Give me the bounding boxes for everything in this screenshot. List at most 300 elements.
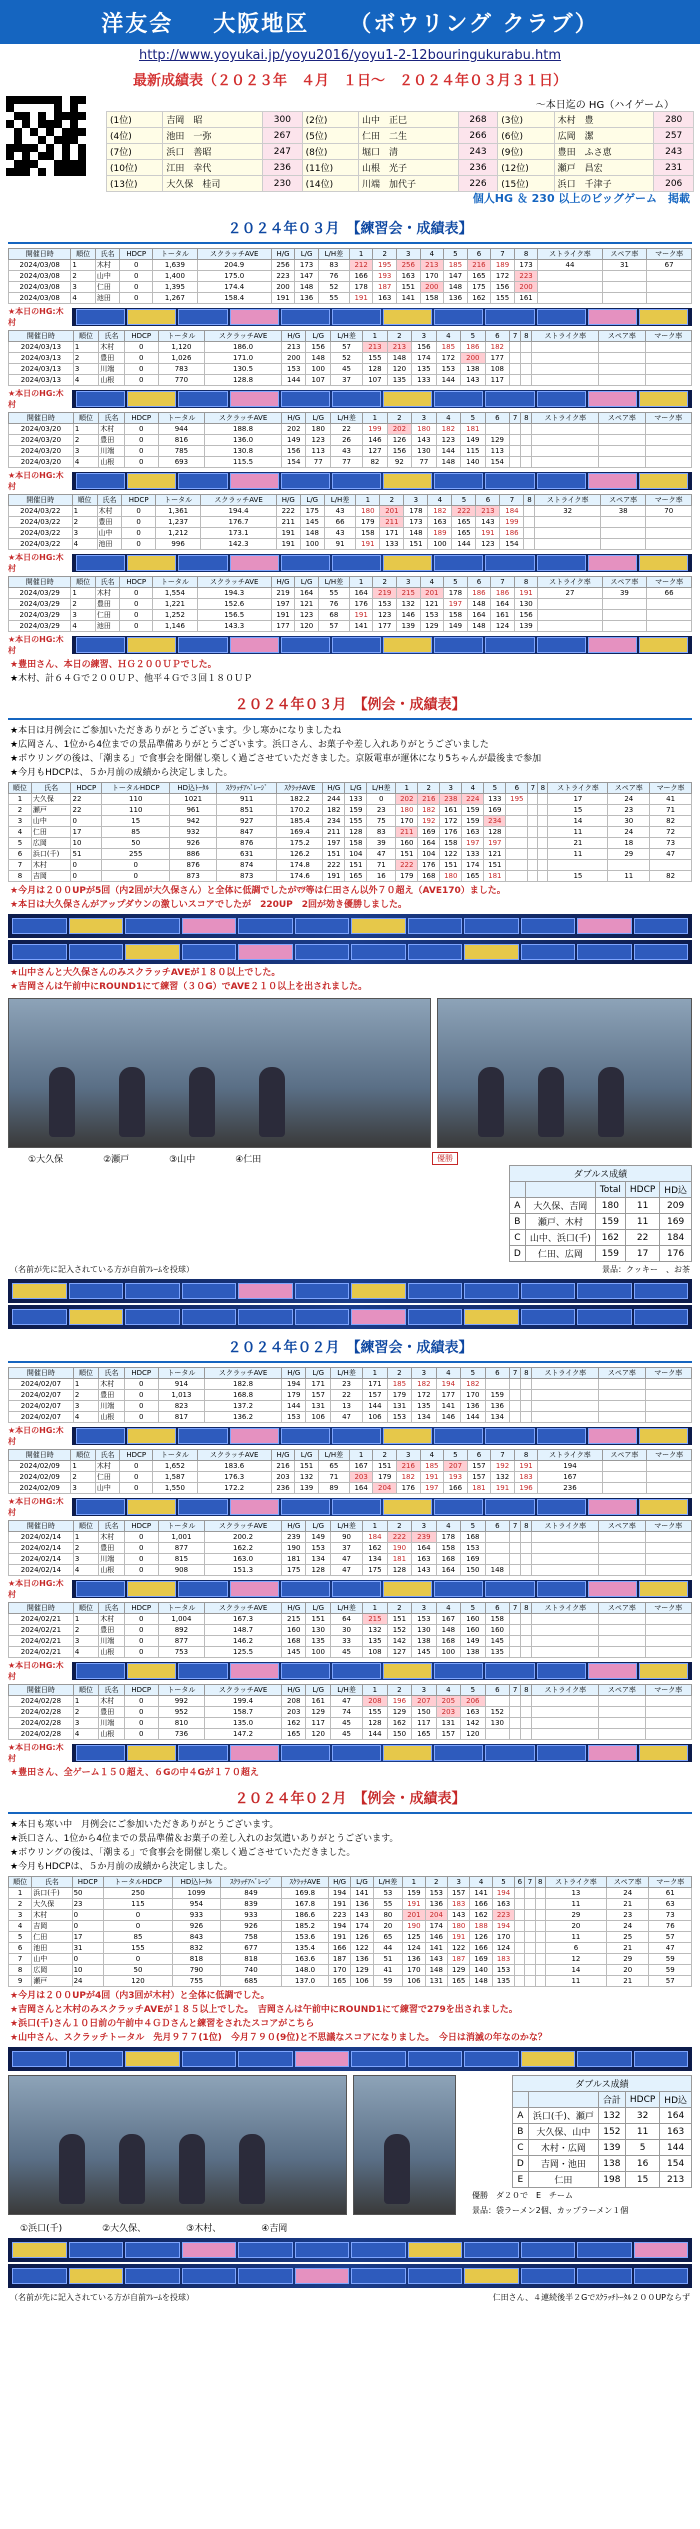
table-cell: 2	[73, 353, 98, 364]
table-cell: 185.4	[277, 816, 323, 827]
table-cell: 873	[170, 871, 217, 882]
table-cell: 22	[71, 805, 102, 816]
column-header: 順位	[9, 1877, 32, 1888]
table-cell: 202	[396, 794, 418, 805]
table-cell: 172	[412, 1390, 436, 1401]
table-cell: 0	[124, 424, 158, 435]
table-cell: 176	[396, 1483, 420, 1494]
table-cell: 173	[404, 517, 428, 528]
table-cell: 176	[418, 860, 440, 871]
table-row	[9, 1954, 692, 1965]
column-header: 5	[461, 413, 485, 424]
table-cell	[599, 364, 645, 375]
table-cell: 76	[649, 1921, 692, 1932]
table-cell	[532, 457, 599, 468]
table-cell: 137.2	[205, 1401, 282, 1412]
column-header: 1	[363, 413, 387, 424]
table-cell	[521, 1390, 532, 1401]
table-cell: D	[509, 1246, 525, 1262]
table-cell: 175	[300, 506, 324, 517]
ranking-row	[107, 144, 694, 160]
table-cell: 157	[436, 1729, 460, 1740]
table-cell: 0	[120, 293, 153, 304]
table-cell	[538, 827, 548, 838]
table-cell: 77	[306, 457, 330, 468]
table-cell: 191	[447, 1932, 469, 1943]
table-cell: 151	[484, 860, 506, 871]
score-table	[8, 248, 692, 304]
table-cell	[602, 1461, 647, 1472]
table-cell: 木村	[95, 260, 119, 271]
table-cell: 148	[470, 1976, 492, 1987]
table-cell: 0	[103, 1910, 172, 1921]
table-cell: 158.4	[197, 293, 271, 304]
table-cell: 木村	[31, 860, 71, 871]
table-cell: 170	[403, 1965, 425, 1976]
table-cell: 132	[295, 1472, 319, 1483]
table-cell: 164	[349, 588, 373, 599]
table-cell: 163	[492, 1899, 514, 1910]
table-cell: 162	[387, 1718, 411, 1729]
column-header	[509, 1182, 525, 1198]
ranking-score: 268	[458, 112, 498, 128]
table-cell: 0	[120, 1483, 153, 1494]
table-cell: 2024/02/14	[9, 1543, 74, 1554]
table-cell: 0	[103, 1954, 172, 1965]
column-header: L/H差	[330, 1368, 362, 1379]
table-cell	[645, 1412, 691, 1423]
table-row	[9, 424, 692, 435]
table-cell: 0	[124, 1401, 158, 1412]
table-cell: 203	[349, 1472, 373, 1483]
column-header: 8	[521, 1521, 532, 1532]
table-cell: 51	[71, 849, 102, 860]
table-cell	[528, 838, 538, 849]
table-cell: 128	[345, 827, 367, 838]
table-cell: 216	[418, 794, 440, 805]
table-cell: 169	[484, 805, 506, 816]
table-cell: 818	[173, 1954, 220, 1965]
table-cell: 952	[158, 1707, 204, 1718]
table-cell: 171	[380, 528, 404, 539]
table-cell: 168.8	[205, 1390, 282, 1401]
table-cell: 82	[650, 816, 692, 827]
mar-regular-table	[8, 782, 692, 882]
table-cell: 5	[625, 2140, 659, 2156]
column-header: HDCP	[122, 495, 155, 506]
column-header: 5	[444, 1450, 468, 1461]
column-header: L/H差	[330, 413, 362, 424]
table-cell: 137.0	[282, 1976, 329, 1987]
table-row	[9, 528, 692, 539]
table-cell: 146	[363, 435, 387, 446]
table-cell	[532, 364, 599, 375]
table-cell	[599, 457, 645, 468]
column-header: 合計	[598, 2092, 625, 2108]
table-cell: 0	[120, 260, 153, 271]
table-row	[9, 1932, 692, 1943]
table-cell: 22	[71, 794, 102, 805]
table-cell	[600, 517, 645, 528]
column-header: 7	[510, 1368, 521, 1379]
table-cell: 66	[647, 588, 692, 599]
table-cell: 豊田	[97, 517, 122, 528]
table-cell: 143	[412, 1565, 436, 1576]
table-cell: 877	[158, 1636, 204, 1647]
table-cell: 191	[328, 1932, 350, 1943]
hg-today-row	[8, 1742, 692, 1764]
table-cell: 954	[173, 1899, 220, 1910]
table-cell: 2024/02/28	[9, 1696, 74, 1707]
column-header: ストライク率	[532, 1685, 599, 1696]
table-cell	[645, 1718, 691, 1729]
column-header: スクラッチAVE	[197, 249, 271, 260]
table-row	[9, 282, 692, 293]
table-cell: 141	[425, 1943, 447, 1954]
table-cell: 91	[324, 539, 356, 550]
table-cell: 817	[158, 1412, 204, 1423]
column-header: 開催日時	[9, 1685, 74, 1696]
table-cell: 3	[9, 1910, 32, 1921]
table-row	[509, 1230, 691, 1246]
table-row	[9, 871, 692, 882]
table-cell	[599, 1543, 645, 1554]
table-cell: 154	[500, 539, 524, 550]
table-cell: 151	[404, 539, 428, 550]
table-cell: 27	[538, 588, 602, 599]
column-header: 5	[461, 331, 485, 342]
table-cell: 3	[9, 816, 32, 827]
table-cell: 22	[330, 1390, 362, 1401]
table-cell: 10	[71, 838, 102, 849]
table-cell: 吉岡・池田	[528, 2156, 598, 2172]
ranking-score: 243	[458, 144, 498, 160]
hg-today-row	[8, 306, 692, 328]
table-cell: 154	[660, 2156, 692, 2172]
table-cell	[510, 457, 521, 468]
table-cell: 832	[173, 1943, 220, 1954]
table-cell	[602, 599, 647, 610]
ranking-score: 243	[654, 144, 694, 160]
table-cell: 191	[271, 610, 295, 621]
table-cell: 24	[606, 1888, 648, 1899]
table-cell: 16	[367, 871, 396, 882]
table-cell	[599, 1625, 645, 1636]
table-cell	[538, 805, 548, 816]
note-line: ★ボウリングの後は、「潮まる」で食事会を開催し楽しく過ごさせていただきました。	[10, 1848, 356, 1858]
table-cell	[510, 1729, 521, 1740]
note-line: ★本日も寒い中 月例会にご参加いただきありがとうございます。	[10, 1820, 279, 1830]
table-cell: 71	[650, 805, 692, 816]
table-cell	[647, 599, 692, 610]
note-line: ★広岡さん、1位から4位までの景品準備ありがとうございます。浜口さん、お菓子や差し入れありがとうございました	[10, 740, 489, 750]
table-cell: 92	[387, 457, 411, 468]
feb-practice-area	[0, 1367, 700, 1764]
table-cell: 179	[396, 871, 418, 882]
table-cell	[510, 1718, 521, 1729]
table-cell	[524, 528, 535, 539]
table-cell	[548, 860, 608, 871]
column-header: 4	[436, 1685, 460, 1696]
column-header: H/G	[323, 783, 345, 794]
table-cell	[506, 860, 528, 871]
table-cell: 174	[351, 1921, 373, 1932]
column-header: HDCP	[124, 1603, 158, 1614]
column-header: スクラッチAVE	[205, 1603, 282, 1614]
column-header: ストライク率	[532, 331, 599, 342]
table-row	[9, 1943, 692, 1954]
table-cell: 39	[367, 838, 396, 849]
column-header: H/G	[271, 249, 295, 260]
table-cell: 847	[216, 827, 277, 838]
table-cell: 2024/02/07	[9, 1401, 74, 1412]
table-cell: 47	[330, 1565, 362, 1576]
table-cell: 1	[73, 1614, 98, 1625]
column-header: HDCP	[72, 1877, 103, 1888]
ranking-name: 瀬戸 昌宏	[554, 160, 654, 176]
table-cell	[538, 610, 602, 621]
table-row	[9, 827, 692, 838]
column-header: 8	[521, 1685, 532, 1696]
feb-practice-note: ★豊田さん、全ゲーム１５０超え、６Gの中４Gが１７０超え	[10, 1768, 259, 1778]
hg-today-label: ★本日のHG:木村	[8, 1497, 64, 1517]
table-cell: 43	[324, 528, 356, 539]
table-cell: 163.0	[205, 1554, 282, 1565]
table-cell	[538, 794, 548, 805]
column-header: H/G	[282, 1603, 306, 1614]
column-header: 4	[436, 1521, 460, 1532]
table-cell: 129	[420, 621, 444, 632]
table-cell: 80	[373, 1910, 402, 1921]
table-cell: 136	[351, 1954, 373, 1965]
table-cell: 140	[461, 457, 485, 468]
table-cell	[602, 1483, 647, 1494]
ranking-name: (7位)	[107, 144, 163, 160]
table-cell: 174.6	[277, 871, 323, 882]
table-cell: 151	[345, 860, 367, 871]
table-cell: 169.8	[282, 1888, 329, 1899]
table-cell: 186.0	[205, 342, 282, 353]
table-cell: 222	[387, 1532, 411, 1543]
mar-regular-notes	[0, 724, 700, 780]
table-cell	[645, 424, 691, 435]
table-cell: 200	[271, 282, 295, 293]
table-cell: 136	[461, 1401, 485, 1412]
column-header: 8	[524, 495, 535, 506]
table-cell: 158	[345, 838, 367, 849]
table-cell: 0	[124, 1707, 158, 1718]
column-header: マーク率	[647, 249, 692, 260]
table-cell: 123	[306, 435, 330, 446]
table-cell: 31	[72, 1943, 103, 1954]
table-cell: 142	[461, 1718, 485, 1729]
table-cell: 191	[349, 610, 373, 621]
table-cell: 14	[545, 1965, 606, 1976]
score-table	[8, 330, 692, 386]
column-header: 6	[485, 413, 509, 424]
column-header: ストライク率	[532, 413, 599, 424]
table-cell: 50	[103, 1965, 172, 1976]
column-header: H/G	[282, 1685, 306, 1696]
table-cell: 155	[491, 293, 515, 304]
column-header: スペア率	[599, 1521, 645, 1532]
column-header: トータル	[153, 249, 198, 260]
table-cell	[599, 1554, 645, 1565]
table-cell: 631	[216, 849, 277, 860]
table-cell: 山中	[95, 1483, 119, 1494]
table-cell: 2024/03/29	[9, 610, 71, 621]
table-cell: 45	[330, 364, 362, 375]
column-header: 7	[500, 495, 524, 506]
table-cell: 4	[73, 1565, 98, 1576]
table-cell	[510, 1412, 521, 1423]
table-cell: 129	[351, 1965, 373, 1976]
table-cell: 仁田	[95, 610, 119, 621]
score-table	[8, 412, 692, 468]
table-cell: 191	[328, 1899, 350, 1910]
table-cell: 1	[73, 342, 98, 353]
table-cell	[647, 271, 692, 282]
table-cell: 236	[271, 1483, 295, 1494]
table-cell	[645, 1390, 691, 1401]
table-cell: 136	[351, 1899, 373, 1910]
table-cell: 148	[425, 1965, 447, 1976]
table-cell: 174	[412, 353, 436, 364]
column-header: 3	[396, 249, 420, 260]
table-cell: 177	[436, 1390, 460, 1401]
table-cell	[510, 375, 521, 386]
column-header: ｽｸﾗｯﾁｱﾍﾞﾚｰｼﾞ	[220, 1877, 282, 1888]
table-cell: 2024/02/28	[9, 1707, 74, 1718]
column-header	[528, 2092, 598, 2108]
score-display-strip	[72, 636, 692, 654]
table-cell: 153	[436, 364, 460, 375]
column-header: ストライク率	[548, 783, 608, 794]
table-cell: 106	[351, 1976, 373, 1987]
table-cell: 1,146	[153, 621, 198, 632]
table-cell: 38	[600, 506, 645, 517]
table-cell: 196	[387, 1696, 411, 1707]
table-cell: 144	[436, 446, 460, 457]
site-url-link[interactable]: http://www.yoyukai.jp/yoyu2016/yoyu1-2-12bouringukurabu.htm	[138, 48, 562, 63]
table-cell: 41	[650, 794, 692, 805]
table-cell: 185	[436, 342, 460, 353]
table-cell	[599, 424, 645, 435]
table-cell	[599, 342, 645, 353]
table-cell	[532, 1390, 599, 1401]
table-cell: 吉岡	[32, 1921, 72, 1932]
table-cell: 115	[461, 446, 485, 457]
table-header-row	[9, 783, 692, 794]
table-cell: 167	[538, 1472, 602, 1483]
table-cell: 2024/02/09	[9, 1461, 71, 1472]
column-header: L/H差	[330, 1685, 362, 1696]
column-header: スクラッチAVE	[197, 1450, 271, 1461]
table-cell: 153	[306, 1543, 330, 1554]
column-header	[525, 1182, 595, 1198]
table-cell: 159	[462, 816, 484, 827]
table-cell: 163	[462, 827, 484, 838]
score-table	[8, 1449, 692, 1494]
table-cell: 7	[9, 860, 32, 871]
table-cell: 182	[396, 1472, 420, 1483]
table-cell: 182	[323, 805, 345, 816]
table-cell: 190	[282, 1543, 306, 1554]
table-cell	[532, 1401, 599, 1412]
table-cell	[528, 849, 538, 860]
table-cell	[538, 816, 548, 827]
table-cell: 104	[345, 849, 367, 860]
table-cell: 790	[173, 1965, 220, 1976]
table-cell: 213	[660, 2172, 692, 2188]
photo-caption: ①大久保	[28, 1155, 64, 1165]
table-cell: 144	[436, 375, 460, 386]
table-cell: 165	[328, 1976, 350, 1987]
table-cell	[599, 1412, 645, 1423]
column-header: スクラッチAVE	[205, 1521, 282, 1532]
table-cell: 180	[396, 805, 418, 816]
table-cell: 199	[363, 424, 387, 435]
table-cell: 1,587	[153, 1472, 198, 1483]
table-cell: 1,267	[153, 293, 198, 304]
score-table	[8, 1602, 692, 1658]
ranking-score: 236	[458, 160, 498, 176]
table-cell: 130	[306, 1625, 330, 1636]
column-header: 3	[396, 1450, 420, 1461]
column-header: HDCP	[120, 1450, 153, 1461]
table-cell: 206	[461, 1696, 485, 1707]
ranking-score: 236	[263, 160, 303, 176]
table-cell: 1	[9, 1888, 32, 1899]
column-header: 4	[420, 577, 444, 588]
ranking-table	[106, 111, 694, 192]
table-cell: 876	[216, 838, 277, 849]
score-display-strip	[8, 1279, 692, 1303]
table-cell: 148	[295, 282, 319, 293]
column-header: 開催日時	[9, 1603, 74, 1614]
table-cell	[515, 1888, 525, 1899]
table-cell: 3	[73, 1554, 98, 1565]
table-cell: 23	[72, 1899, 103, 1910]
table-cell: 161	[514, 293, 538, 304]
table-cell: 173	[295, 260, 319, 271]
table-cell: 37	[330, 375, 362, 386]
table-cell: 174	[462, 860, 484, 871]
table-cell: 186	[500, 528, 524, 539]
table-cell: 148	[436, 1625, 460, 1636]
table-cell: 213	[476, 506, 500, 517]
qr-code-icon	[6, 96, 86, 176]
table-cell: 165	[345, 871, 367, 882]
table-cell: 0	[120, 621, 153, 632]
table-cell: 37	[330, 1543, 362, 1554]
table-cell	[645, 1636, 691, 1647]
table-cell: 1	[71, 1461, 95, 1472]
column-header: ストライク率	[538, 577, 602, 588]
table-cell: 31	[602, 260, 647, 271]
table-cell: 194	[492, 1921, 514, 1932]
table-cell	[510, 435, 521, 446]
table-cell: 川端	[99, 446, 124, 457]
table-cell: 156	[514, 610, 538, 621]
table-header-row	[9, 577, 692, 588]
table-cell: 47	[330, 1554, 362, 1565]
table-cell: 浜口(千)	[31, 849, 71, 860]
table-cell: 11	[548, 849, 608, 860]
table-cell: 153.6	[282, 1932, 329, 1943]
table-cell	[535, 1899, 545, 1910]
feb-regular-notes-2	[0, 1989, 700, 2045]
